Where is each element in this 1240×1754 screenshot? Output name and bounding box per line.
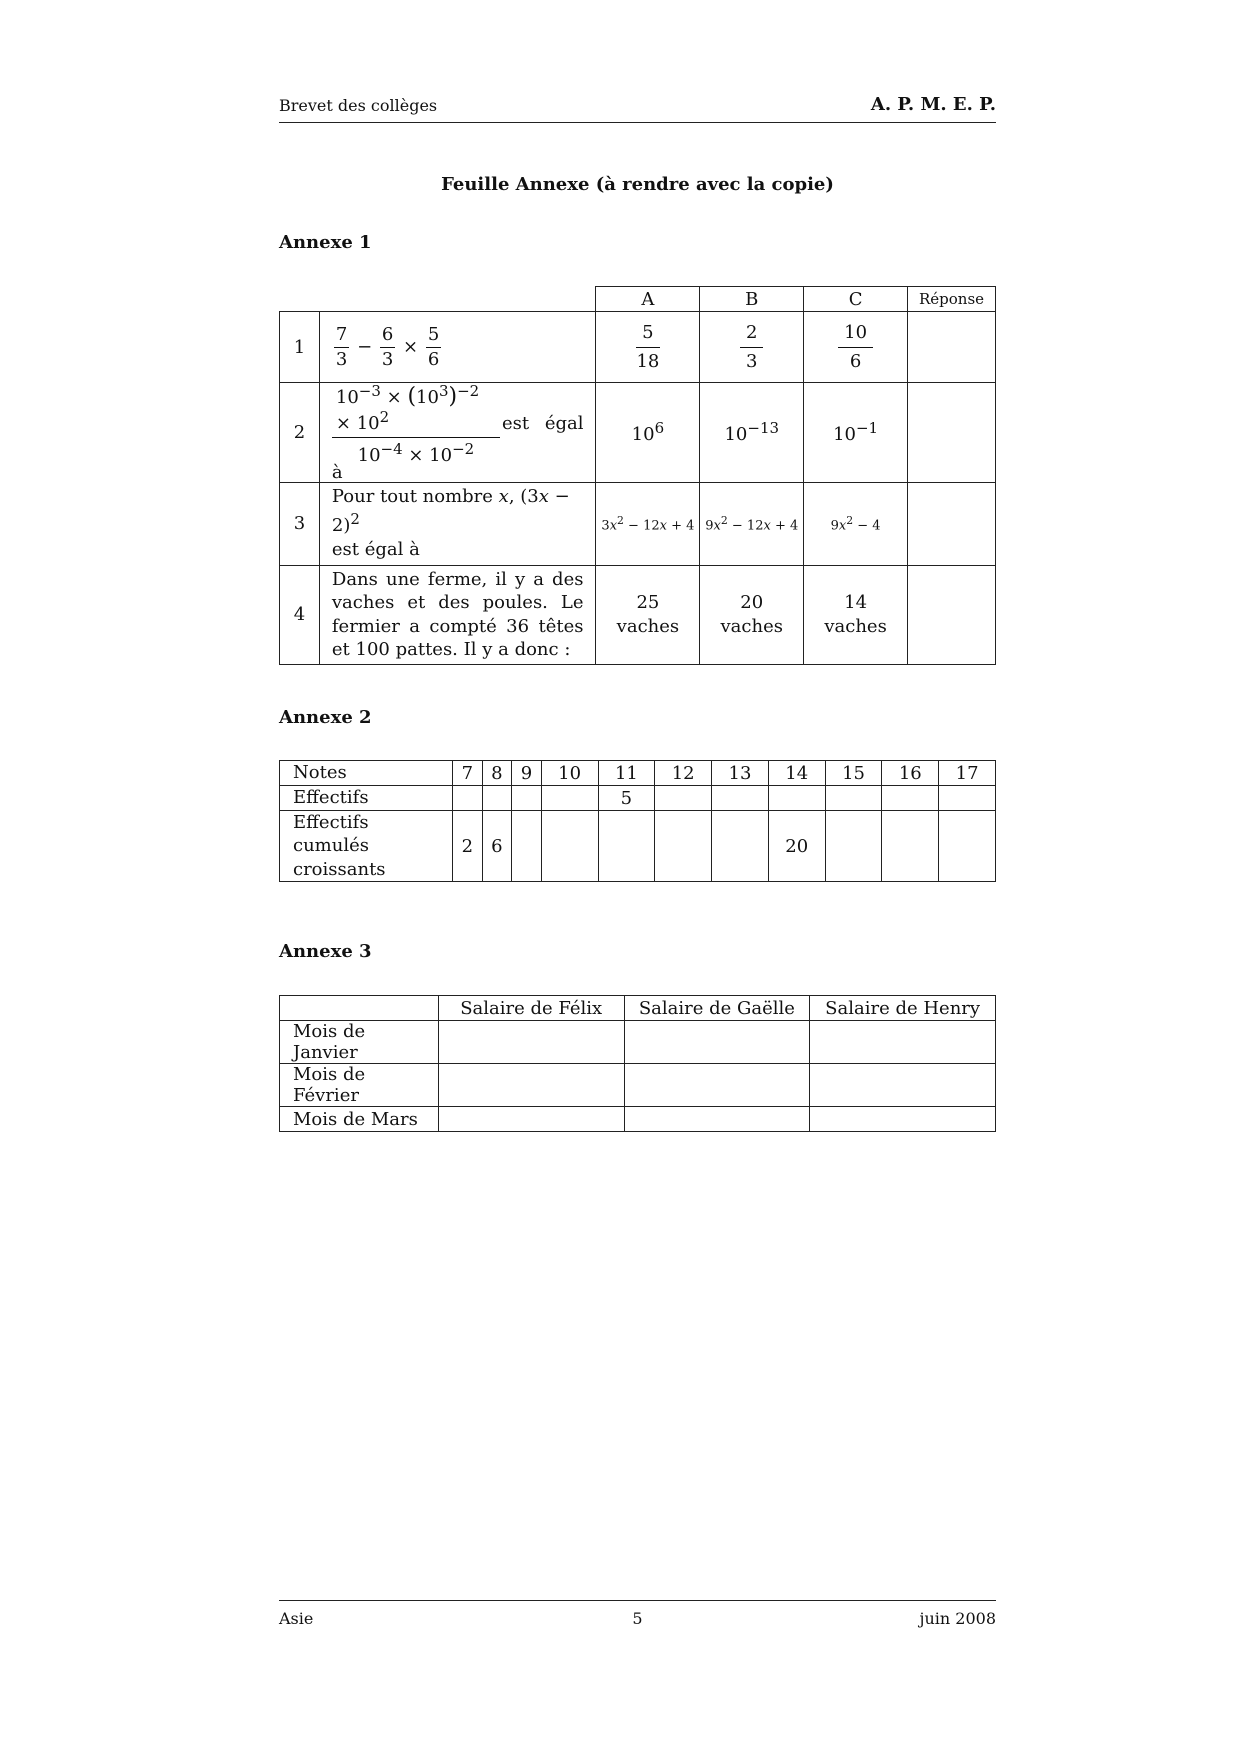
document-title: Feuille Annexe (à rendre avec la copie) [441,174,834,195]
answer-1a: $\frac{5}{18}$ [596,312,700,383]
answer-4a: 25 vaches [596,565,700,664]
salaire-cell[interactable] [810,1064,996,1107]
note-cell: 7 [453,761,483,786]
effectif-cell[interactable] [939,786,996,811]
annexe3-table [279,995,996,1132]
question-1-expression: $\frac{7}{3}$ − $\frac{6}{3}$ × $\frac{5}{6}$ [319,312,596,383]
note-cell: 11 [598,761,655,786]
question-number: 2 [280,383,320,483]
header-right: A. P. M. E. P. [870,94,996,115]
question-4-text: Dans une ferme, il y a des vaches et des poules. Le fermier a compté 36 têtes et 100 pattes. Il y a donc : [319,565,596,664]
effectif-cell[interactable] [512,786,542,811]
answer-2b: $10^{-13}$ [700,383,804,483]
question-4-row [280,565,996,664]
answer-3b: $9x^2 - 12x + 4$ [700,482,804,565]
salaire-cell[interactable] [624,1021,810,1064]
reponse-cell-2[interactable] [908,383,996,483]
footer-right: juin 2008 [919,1609,996,1628]
cumule-cell[interactable] [541,811,598,882]
mois-label: Mois de Janvier [280,1021,439,1064]
answer-3c: $9x^2 - 4$ [804,482,908,565]
question-number: 1 [280,312,320,383]
fevrier-row [280,1064,996,1107]
page-header [279,96,996,123]
answer-1c: $\frac{10}{6}$ [804,312,908,383]
effectif-cell[interactable] [655,786,712,811]
cumule-cell[interactable] [825,811,882,882]
effectif-cell[interactable]: 5 [598,786,655,811]
cumule-cell[interactable]: 2 [453,811,483,882]
page-footer [279,1600,996,1631]
annexe3-title: Annexe 3 [279,941,372,962]
note-cell: 14 [768,761,825,786]
note-cell: 17 [939,761,996,786]
salaire-cell[interactable] [810,1021,996,1064]
cumule-cell[interactable] [882,811,939,882]
annexe3-header-row [280,996,996,1021]
column-reponse-header: Réponse [908,287,996,312]
effectif-cell[interactable] [453,786,483,811]
salaire-cell[interactable] [624,1064,810,1107]
salaire-cell[interactable] [810,1107,996,1132]
annexe2-table [279,760,996,882]
answer-4c: 14 vaches [804,565,908,664]
answer-2c: $10^{-1}$ [804,383,908,483]
note-cell: 12 [655,761,712,786]
question-3-row [280,482,996,565]
mars-row [280,1107,996,1132]
salaire-henry-header: Salaire de Henry [810,996,996,1021]
salaire-felix-header: Salaire de Félix [438,996,624,1021]
note-cell: 10 [541,761,598,786]
mois-label: Mois de Mars [280,1107,439,1132]
page-number: 5 [632,1609,643,1628]
cumule-cell[interactable]: 20 [768,811,825,882]
column-b-header: B [700,287,804,312]
effectif-cell[interactable] [825,786,882,811]
column-c-header: C [804,287,908,312]
reponse-cell-4[interactable] [908,565,996,664]
cumule-cell[interactable] [712,811,769,882]
salaire-gaelle-header: Salaire de Gaëlle [624,996,810,1021]
cumule-cell[interactable] [512,811,542,882]
annexe1-table [279,286,996,665]
notes-label: Notes [280,761,453,786]
effectif-cell[interactable] [482,786,512,811]
salaire-cell[interactable] [438,1021,624,1064]
answer-4b: 20 vaches [700,565,804,664]
annexe1-title: Annexe 1 [279,232,372,253]
answer-1b: $\frac{2}{3}$ [700,312,804,383]
cumule-cell[interactable] [598,811,655,882]
answer-3a: $3x^2 - 12x + 4$ [596,482,700,565]
column-a-header: A [596,287,700,312]
salaire-cell[interactable] [624,1107,810,1132]
effectifs-label: Effectifs [280,786,453,811]
note-cell: 16 [882,761,939,786]
header-left: Brevet des collèges [279,96,438,115]
cumule-cell[interactable] [655,811,712,882]
effectif-cell[interactable] [712,786,769,811]
question-3-text: Pour tout nombre x, $(3x - 2)^2$ est égal à [319,482,596,565]
annexe2-title: Annexe 2 [279,707,372,728]
question-2-row [280,383,996,483]
note-cell: 8 [482,761,512,786]
note-cell: 9 [512,761,542,786]
effectifs-row [280,786,996,811]
salaire-cell[interactable] [438,1107,624,1132]
question-number: 3 [280,482,320,565]
reponse-cell-1[interactable] [908,312,996,383]
answer-2a: $10^6$ [596,383,700,483]
cumules-label: Effectifs cumulés croissants [280,811,453,882]
salaire-cell[interactable] [438,1064,624,1107]
cumule-cell[interactable] [939,811,996,882]
notes-row [280,761,996,786]
reponse-cell-3[interactable] [908,482,996,565]
cumules-row [280,811,996,882]
mois-label: Mois de Février [280,1064,439,1107]
question-2-expression: $\frac{10^{-3} \times (10^3)^{-2} \times 10^2}{10^{-4} \times 10^{-2}}$ est égal à [319,383,596,483]
cumule-cell[interactable]: 6 [482,811,512,882]
janvier-row [280,1021,996,1064]
question-1-row [280,312,996,383]
effectif-cell[interactable] [541,786,598,811]
question-number: 4 [280,565,320,664]
note-cell: 15 [825,761,882,786]
note-cell: 13 [712,761,769,786]
footer-left: Asie [279,1609,314,1628]
annexe1-header-row [280,287,996,312]
effectif-cell[interactable] [768,786,825,811]
effectif-cell[interactable] [882,786,939,811]
